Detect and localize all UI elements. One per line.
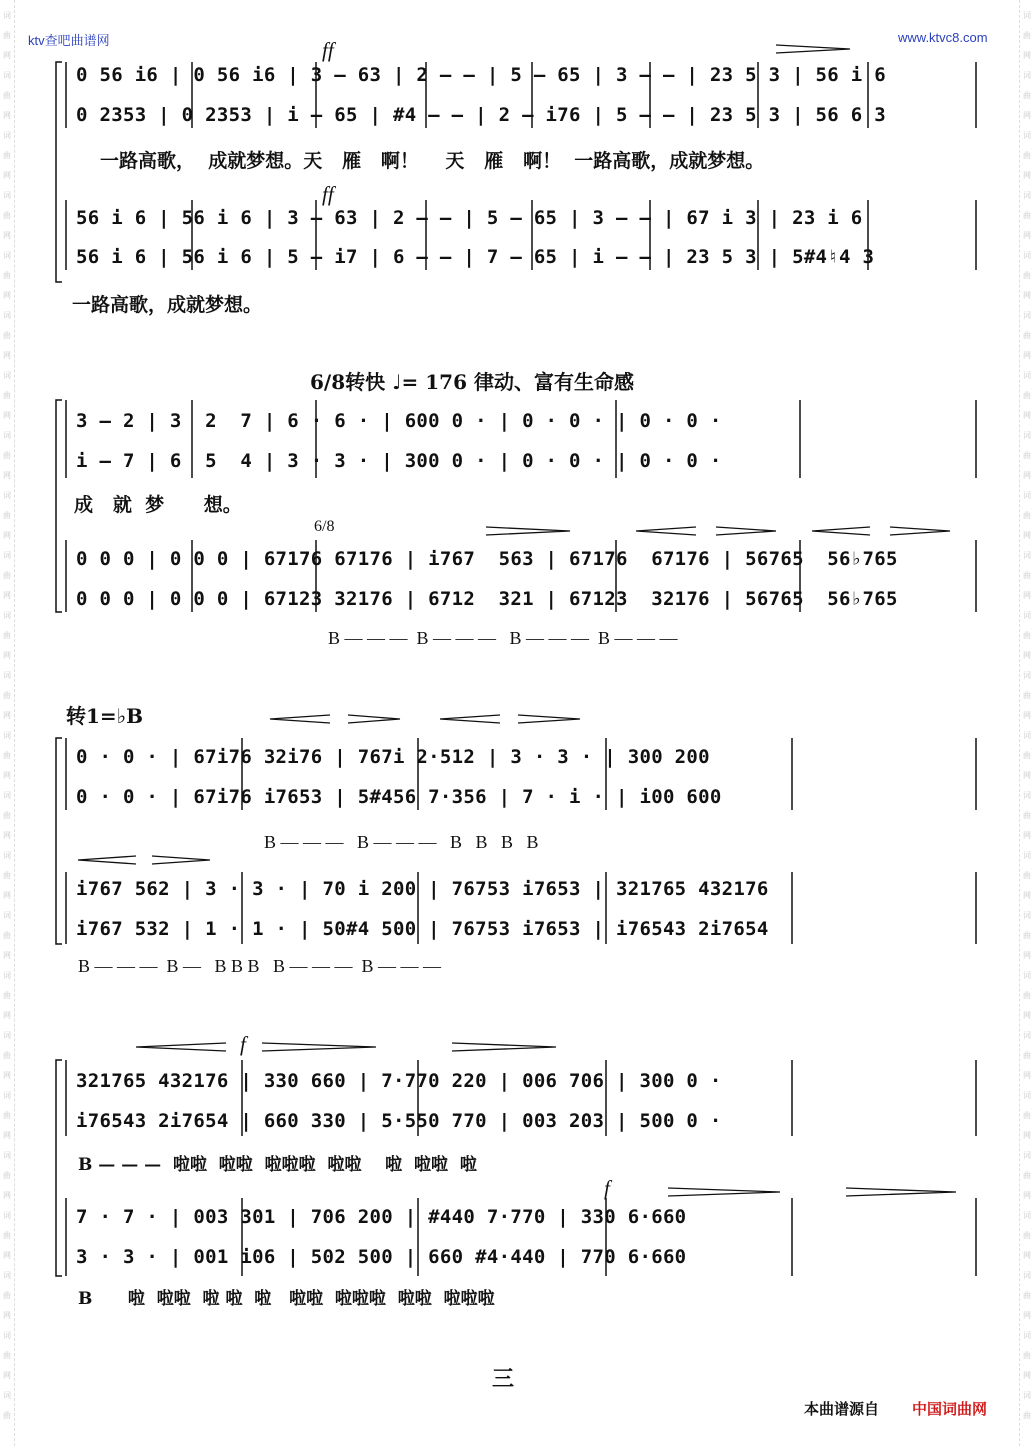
watermark-char: 词 (3, 1391, 11, 1400)
sys4-lower-melody: 7 · 7 · | 003 301 | 706 200 | #440 7·770 | 330 6·660 (76, 1206, 687, 1228)
watermark-char: 曲 (1023, 691, 1031, 700)
watermark-char: 词 (1023, 1271, 1031, 1280)
sys4-lyrics-upper: B — — — 啦啦 啦啦 啦啦啦 啦啦 啦 啦啦 啦 (78, 1155, 477, 1175)
watermark-char: 网 (3, 1011, 11, 1020)
dynamic-ff-1: ff (322, 38, 334, 62)
watermark-char: 曲 (1023, 331, 1031, 340)
watermark-char: 网 (3, 51, 11, 60)
sys3-upper-harmony: 0 · 0 · | 67i76 i7653 | 5#456 7·356 | 7 · i · | i00 600 (76, 786, 722, 808)
watermark-char: 词 (3, 1211, 11, 1220)
page-number: 三 (492, 1367, 515, 1392)
watermark-char: 词 (1023, 971, 1031, 980)
watermark-char: 词 (1023, 191, 1031, 200)
watermark-char: 曲 (3, 1291, 11, 1300)
watermark-char: 网 (1023, 951, 1031, 960)
watermark-char: 网 (3, 231, 11, 240)
watermark-char: 词 (1023, 311, 1031, 320)
watermark-char: 网 (3, 651, 11, 660)
watermark-char: 曲 (1023, 31, 1031, 40)
watermark-char: 曲 (3, 871, 11, 880)
watermark-char: 词 (3, 1271, 11, 1280)
watermark-char: 词 (3, 71, 11, 80)
watermark-char: 词 (1023, 1391, 1031, 1400)
watermark-char: 网 (1023, 531, 1031, 540)
watermark-char: 网 (1023, 831, 1031, 840)
watermark-char: 网 (3, 1071, 11, 1080)
time-signature: 6/8 (314, 518, 335, 535)
watermark-char: 词 (1023, 791, 1031, 800)
watermark-char: 词 (1023, 1091, 1031, 1100)
watermark-char: 曲 (3, 1051, 11, 1060)
watermark-char: 词 (3, 431, 11, 440)
watermark-char: 曲 (3, 451, 11, 460)
watermark-char: 曲 (1023, 391, 1031, 400)
sys1-lower-lyrics: 一路高歌，成就梦想。 (72, 294, 263, 316)
watermark-char: 曲 (3, 931, 11, 940)
watermark-char: 词 (3, 311, 11, 320)
watermark-char: 词 (3, 491, 11, 500)
watermark-char: 曲 (3, 751, 11, 760)
key-change: 转1=♭B (66, 704, 144, 728)
watermark-char: 网 (1023, 1371, 1031, 1380)
watermark-char: 曲 (3, 811, 11, 820)
watermark-char: 网 (3, 111, 11, 120)
watermark-char: 词 (3, 1151, 11, 1160)
watermark-char: 词 (1023, 1211, 1031, 1220)
dynamic-ff-2: ff (322, 182, 334, 206)
watermark-char: 网 (1023, 231, 1031, 240)
watermark-char: 词 (1023, 11, 1031, 20)
watermark-char: 曲 (1023, 811, 1031, 820)
watermark-char: 网 (1023, 771, 1031, 780)
source-label: 本曲谱源自 (804, 1400, 880, 1418)
watermark-char: 曲 (3, 631, 11, 640)
sys4-lyrics-lower: B 啦 啦啦 啦 啦 啦 啦啦 啦啦啦 啦啦 啦啦啦 (78, 1289, 495, 1309)
watermark-char: 词 (1023, 731, 1031, 740)
watermark-char: 网 (1023, 1131, 1031, 1140)
watermark-char: 词 (1023, 851, 1031, 860)
watermark-char: 网 (1023, 51, 1031, 60)
watermark-char: 词 (1023, 1331, 1031, 1340)
watermark-char: 曲 (3, 331, 11, 340)
watermark-char: 曲 (3, 1411, 11, 1420)
watermark-char: 词 (1023, 491, 1031, 500)
watermark-char: 网 (3, 951, 11, 960)
watermark-char: 词 (3, 251, 11, 260)
watermark-char: 曲 (3, 31, 11, 40)
watermark-char: 网 (3, 1311, 11, 1320)
watermark-char: 网 (3, 771, 11, 780)
tempo-marking: 6/8转快 ♩= 176 律动、富有生命感 (310, 370, 634, 394)
watermark-char: 词 (3, 191, 11, 200)
watermark-char: 曲 (1023, 451, 1031, 460)
watermark-char: 词 (3, 971, 11, 980)
sys1-lower-melody: 56 i 6 | 56 i 6 | 3 — 63 | 2 — — | 5 — 65 | 3 — — | 67 i 3 | 23 i 6 (76, 207, 863, 229)
watermark-char: 网 (1023, 351, 1031, 360)
watermark-char: 网 (3, 531, 11, 540)
watermark-char: 网 (3, 171, 11, 180)
watermark-char: 词 (3, 1031, 11, 1040)
watermark-char: 网 (1023, 1311, 1031, 1320)
watermark-char: 曲 (3, 1111, 11, 1120)
watermark-char: 词 (3, 671, 11, 680)
watermark-char: 词 (1023, 1031, 1031, 1040)
sys2-lyrics: 成 就 梦 想。 (74, 494, 242, 516)
watermark-char: 曲 (1023, 571, 1031, 580)
watermark-char: 曲 (1023, 211, 1031, 220)
watermark-char: 曲 (3, 1231, 11, 1240)
watermark-char: 曲 (1023, 751, 1031, 760)
site-watermark-right: www.ktvc8.com (898, 30, 988, 45)
watermark-char: 曲 (1023, 511, 1031, 520)
watermark-char: 曲 (3, 511, 11, 520)
watermark-char: 网 (1023, 591, 1031, 600)
watermark-char: 曲 (1023, 931, 1031, 940)
watermark-char: 曲 (1023, 871, 1031, 880)
watermark-char: 词 (3, 1091, 11, 1100)
watermark-char: 曲 (1023, 1411, 1031, 1420)
watermark-char: 曲 (3, 1171, 11, 1180)
watermark-char: 网 (3, 471, 11, 480)
watermark-char: 曲 (1023, 1051, 1031, 1060)
watermark-char: 网 (3, 291, 11, 300)
sys4-lower-harmony: 3 · 3 · | 001 i06 | 502 500 | 660 #4·440 | 770 6·660 (76, 1246, 687, 1268)
watermark-char: 曲 (1023, 1111, 1031, 1120)
watermark-char: 词 (1023, 371, 1031, 380)
watermark-char: 网 (3, 1191, 11, 1200)
sys3-lower-harmony: i767 532 | 1 · 1 · | 50#4 500 | 76753 i7653 | i76543 2i7654 (76, 918, 769, 940)
watermark-char: 词 (3, 131, 11, 140)
sys1-upper-harmony: 0 2353 | 0 2353 | i — 65 | #4 — — | 2 — i76 | 5 — — | 23 5 3 | 56 6 3 (76, 104, 886, 126)
watermark-char: 曲 (3, 91, 11, 100)
source-site-link[interactable]: 中国词曲网 (912, 1400, 988, 1418)
dynamic-f-2: f (604, 1176, 610, 1200)
watermark-char: 词 (1023, 251, 1031, 260)
watermark-char: 曲 (1023, 1171, 1031, 1180)
watermark-char: 网 (1023, 111, 1031, 120)
watermark-char: 网 (1023, 411, 1031, 420)
sys2-rhythm-line: B — — — B — — — B — — — B — — — (328, 628, 678, 648)
watermark-char: 词 (1023, 431, 1031, 440)
watermark-char: 网 (1023, 1011, 1031, 1020)
watermark-char: 词 (1023, 671, 1031, 680)
watermark-char: 网 (3, 1131, 11, 1140)
watermark-char: 曲 (1023, 1231, 1031, 1240)
watermark-char: 网 (1023, 1251, 1031, 1260)
watermark-char: 网 (1023, 171, 1031, 180)
sys1-upper-melody: 0 56 i6 | 0 56 i6 | 3 — 63 | 2 — — | 5 — 65 | 3 — — | 23 5 3 | 56 i 6 (76, 64, 886, 86)
sys2-lower-melody: 0 0 0 | 0 0 0 | 67176 67176 | i767 563 | 67176 67176 | 56765 56♭765 (76, 548, 898, 570)
watermark-char: 曲 (3, 991, 11, 1000)
watermark-char: 曲 (1023, 271, 1031, 280)
watermark-char: 网 (1023, 471, 1031, 480)
watermark-char: 曲 (3, 151, 11, 160)
watermark-char: 网 (3, 1371, 11, 1380)
watermark-char: 曲 (3, 391, 11, 400)
site-watermark-left: ktv查吧曲谱网 (28, 33, 110, 48)
sys3-rhythm-upper: B — — — B — — — B B B B (264, 832, 539, 852)
dynamic-f-1: f (240, 1032, 246, 1056)
watermark-char: 网 (1023, 1191, 1031, 1200)
watermark-char: 词 (3, 11, 11, 20)
watermark-char: 曲 (3, 271, 11, 280)
watermark-char: 曲 (3, 571, 11, 580)
watermark-char: 曲 (1023, 991, 1031, 1000)
watermark-char: 曲 (1023, 1351, 1031, 1360)
watermark-char: 曲 (1023, 91, 1031, 100)
watermark-char: 网 (1023, 891, 1031, 900)
watermark-char: 网 (3, 411, 11, 420)
watermark-char: 词 (3, 611, 11, 620)
watermark-char: 词 (1023, 911, 1031, 920)
watermark-char: 曲 (3, 1351, 11, 1360)
watermark-char: 词 (1023, 1151, 1031, 1160)
watermark-char: 网 (1023, 1071, 1031, 1080)
sys2-upper-melody: 3 — 2 | 3 2 7 | 6 · 6 · | 600 0 · | 0 · 0 · | 0 · 0 · (76, 410, 722, 432)
sys4-upper-harmony: i76543 2i7654 | 660 330 | 5·550 770 | 003 203 | 500 0 · (76, 1110, 722, 1132)
watermark-char: 网 (3, 711, 11, 720)
watermark-char: 词 (1023, 131, 1031, 140)
watermark-char: 词 (1023, 551, 1031, 560)
watermark-char: 曲 (1023, 151, 1031, 160)
watermark-char: 曲 (3, 691, 11, 700)
sys3-lower-melody: i767 562 | 3 · 3 · | 70 i 200 | 76753 i7653 | 321765 432176 (76, 878, 769, 900)
watermark-char: 网 (1023, 291, 1031, 300)
watermark-char: 网 (3, 591, 11, 600)
watermark-char: 网 (3, 351, 11, 360)
sys4-upper-melody: 321765 432176 | 330 660 | 7·770 220 | 006 706 | 300 0 · (76, 1070, 722, 1092)
watermark-char: 网 (3, 1251, 11, 1260)
sys3-upper-melody: 0 · 0 · | 67i76 32i76 | 767i 2·512 | 3 · 3 · | 300 200 (76, 746, 710, 768)
sys2-upper-harmony: i — 7 | 6 5 4 | 3 · 3 · | 300 0 · | 0 · 0 · | 0 · 0 · (76, 450, 722, 472)
watermark-char: 词 (3, 851, 11, 860)
watermark-char: 曲 (1023, 631, 1031, 640)
watermark-char: 网 (3, 831, 11, 840)
watermark-char: 网 (1023, 651, 1031, 660)
watermark-char: 词 (3, 371, 11, 380)
watermark-char: 词 (3, 1331, 11, 1340)
watermark-char: 词 (3, 551, 11, 560)
watermark-char: 网 (1023, 711, 1031, 720)
sys1-lower-harmony: 56 i 6 | 56 i 6 | 5 — i7 | 6 — — | 7 — 65 | i — — | 23 5 3 | 5#4♮4 3 (76, 246, 875, 268)
watermark-char: 曲 (3, 211, 11, 220)
watermark-char: 词 (3, 731, 11, 740)
watermark-char: 词 (1023, 71, 1031, 80)
watermark-char: 词 (3, 791, 11, 800)
watermark-char: 网 (3, 891, 11, 900)
watermark-char: 词 (1023, 611, 1031, 620)
sys1-lyrics: 一路高歌， 成就梦想。天 雁 啊！ 天 雁 啊！ 一路高歌，成就梦想。 (100, 150, 765, 172)
watermark-char: 词 (3, 911, 11, 920)
watermark-char: 曲 (1023, 1291, 1031, 1300)
sys3-rhythm-lower: B — — — B — B B B B — — — B — — — (78, 956, 442, 976)
sys2-lower-harmony: 0 0 0 | 0 0 0 | 67123 32176 | 6712 321 | 67123 32176 | 56765 56♭765 (76, 588, 898, 610)
